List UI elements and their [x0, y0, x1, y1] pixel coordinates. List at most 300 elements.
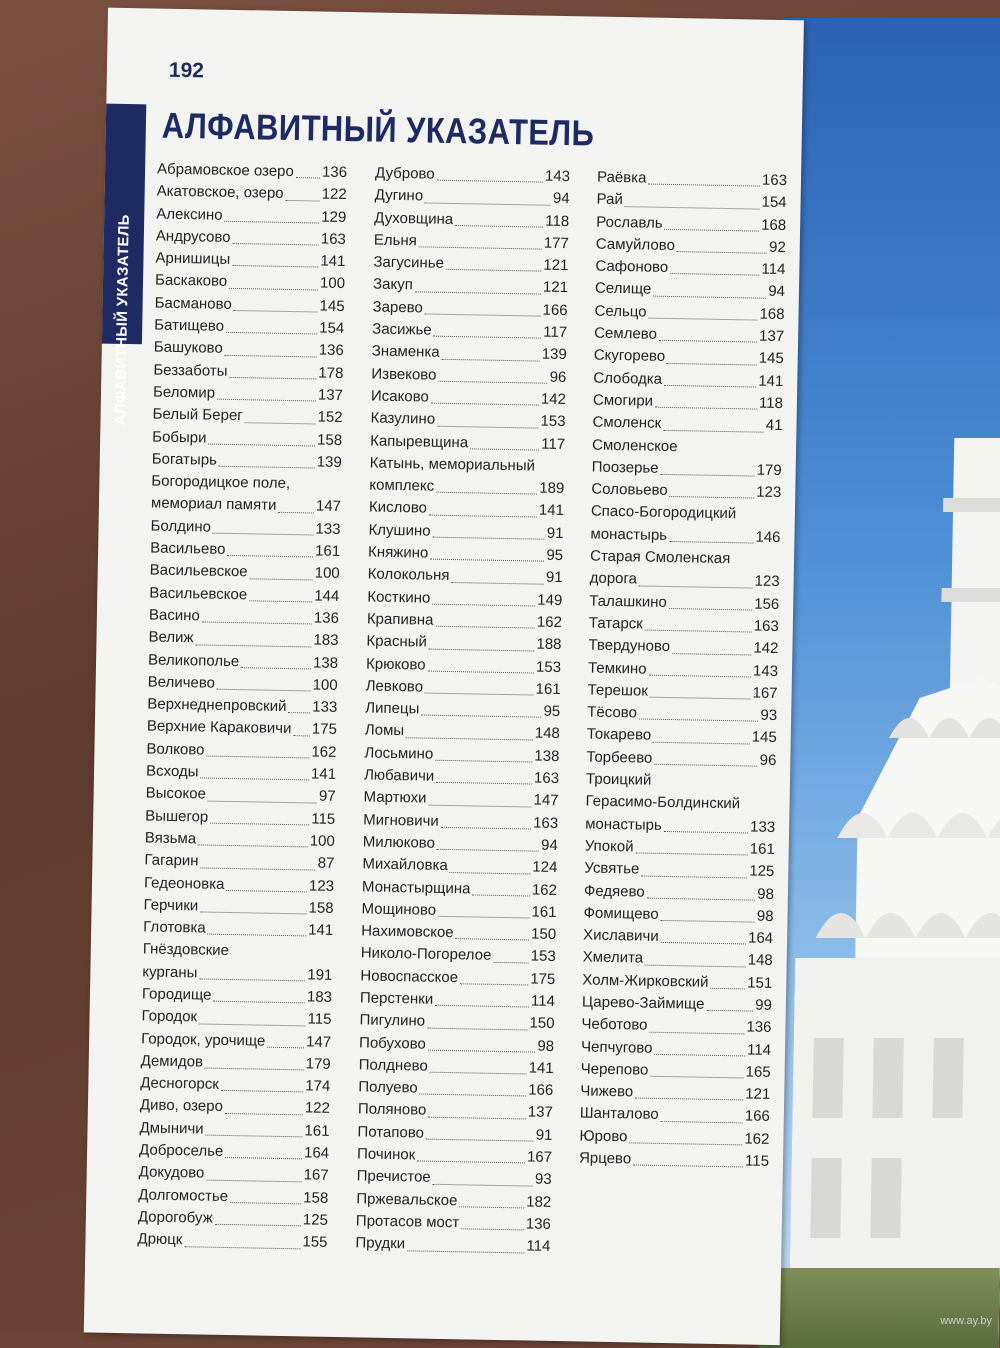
index-entry: [592, 434, 783, 482]
index-entry-page: 91: [545, 569, 563, 587]
index-entry-name: Доброселье: [138, 1141, 224, 1160]
index-entry-page: 174: [305, 1077, 331, 1096]
index-entry-page: 115: [307, 1010, 332, 1029]
dot-leader: [670, 496, 755, 499]
index-entry-name: Гагарин: [144, 851, 199, 870]
dot-leader: [667, 363, 757, 366]
index-entry-page: 163: [320, 230, 347, 248]
page-title: АЛФАВИТНЫЙ УКАЗАТЕЛЬ: [161, 104, 595, 154]
dot-leader: [451, 582, 544, 585]
index-entry: [579, 1148, 769, 1174]
index-entry-page: 94: [768, 283, 786, 301]
dot-leader: [641, 875, 747, 878]
dot-leader: [249, 600, 312, 602]
index-entry-page: 155: [302, 1233, 328, 1252]
index-entry-page: 136: [321, 163, 348, 182]
index-entry-page: 143: [544, 167, 571, 186]
dot-leader: [650, 697, 751, 700]
index-entry-page: 162: [531, 881, 558, 899]
index-entry-name: Болдино: [150, 517, 212, 536]
index-entry-name: Капыревщина: [370, 432, 469, 451]
index-entry-page: 124: [532, 858, 558, 877]
index-entry-name: Хиславичи: [582, 926, 659, 945]
dot-leader: [436, 492, 537, 495]
index-entry-page: 95: [546, 546, 564, 565]
dot-leader: [650, 1076, 743, 1079]
index-entry-page: 94: [552, 190, 570, 208]
index-entry-name: монастырь: [590, 525, 668, 544]
index-entry-name: Докудово: [138, 1163, 205, 1182]
index-entry-name: Торбеево: [586, 748, 653, 767]
index-entry-page: 150: [529, 1014, 555, 1033]
dot-leader: [426, 1139, 534, 1142]
index-entry-first-line: Старая Смоленская: [589, 547, 731, 568]
index-entry-page: 163: [753, 617, 779, 635]
dot-leader: [421, 715, 541, 718]
dot-leader: [428, 1050, 536, 1053]
index-entry-name: Чепчугово: [580, 1038, 653, 1057]
dot-leader: [230, 1202, 301, 1204]
dot-leader: [672, 653, 751, 655]
index-entry-page: 147: [315, 497, 342, 516]
dot-leader: [432, 604, 535, 607]
index-entry-name: Хмелита: [582, 948, 644, 967]
dot-leader: [437, 849, 539, 852]
index-entry-page: 133: [749, 818, 776, 836]
dot-leader: [296, 177, 320, 178]
dot-leader: [217, 689, 311, 692]
index-entry-name: Долгомостье: [138, 1186, 229, 1205]
index-entry-name: Пржевальское: [356, 1190, 458, 1209]
dot-leader: [234, 310, 318, 313]
index-entry-page: 100: [309, 832, 335, 850]
dot-leader: [425, 693, 534, 696]
index-entry-name: Левково: [365, 677, 424, 696]
index-entry-page: 98: [537, 1037, 555, 1055]
dot-leader: [429, 648, 535, 651]
index-entry-name: Высокое: [145, 784, 207, 803]
index-entry-name: Княжино: [367, 543, 429, 562]
dot-leader: [415, 291, 541, 294]
index-entry-name: Семлево: [594, 324, 658, 343]
dot-leader: [670, 273, 759, 276]
dot-leader: [217, 399, 316, 402]
index-entry-page: 115: [311, 810, 336, 828]
index-entry-page: 91: [535, 1126, 553, 1144]
index-entry: [369, 452, 565, 500]
index-entry-name: Духовщина: [374, 209, 454, 228]
index-entry-name: Васильевское: [149, 584, 248, 603]
index-entry-page: 117: [541, 435, 566, 453]
index-entry-name: Холм-Жирковский: [582, 971, 709, 991]
dot-leader: [420, 1094, 527, 1097]
index-entry-name: Гедеоновка: [143, 873, 225, 893]
index-entry-page: 191: [307, 966, 333, 984]
dot-leader: [455, 939, 529, 941]
index-entry-page: 178: [318, 364, 344, 382]
dot-leader: [219, 466, 315, 469]
dot-leader: [665, 229, 759, 232]
dot-leader: [232, 243, 318, 246]
dot-leader: [227, 555, 313, 558]
index-entry-name: Бобыри: [152, 428, 207, 447]
index-entry-page: 153: [530, 947, 556, 966]
index-entry-page: 163: [761, 171, 788, 190]
index-entry-name: Акатовское, озеро: [156, 182, 284, 203]
index-entry-name: Федяево: [583, 881, 645, 901]
dot-leader: [199, 978, 305, 981]
dot-leader: [438, 916, 529, 919]
index-entry-first-line: Богородицкое поле,: [151, 472, 291, 493]
index-entry-page: 41: [765, 417, 783, 435]
dot-leader: [206, 1179, 301, 1182]
dot-leader: [435, 760, 532, 763]
index-entry-page: 136: [525, 1215, 551, 1233]
dot-leader: [427, 1027, 527, 1030]
index-entry-name: Верхнеднепровский: [147, 695, 287, 716]
dot-leader: [639, 585, 753, 588]
index-entry-page: 162: [311, 743, 337, 761]
index-entry-name: Батищево: [154, 316, 225, 335]
dot-leader: [224, 221, 319, 224]
index-entry-page: 125: [749, 862, 775, 881]
dot-leader: [655, 407, 757, 410]
index-entry-page: 145: [758, 349, 784, 368]
dot-leader: [625, 206, 760, 209]
index-entry-page: 151: [747, 974, 773, 992]
index-entry-first-line: Спасо-Богородицкий: [590, 503, 737, 523]
dot-leader: [430, 1072, 527, 1075]
index-entry-name: Смогири: [592, 391, 654, 410]
dot-leader: [208, 800, 317, 803]
index-entry-page: 152: [317, 408, 343, 427]
index-entry-name: Васино: [148, 606, 200, 625]
index-entry-page: 189: [539, 479, 565, 498]
index-entry-first-line: Гнёздовские: [142, 940, 230, 960]
dot-leader: [659, 340, 757, 343]
index-entry-page: 97: [318, 787, 336, 806]
index-entry-page: 166: [744, 1107, 770, 1126]
dot-leader: [653, 295, 766, 298]
index-entry-name: Тёсово: [587, 703, 638, 722]
index-entry-page: 158: [308, 899, 334, 917]
dot-leader: [195, 644, 311, 647]
grass: [758, 1268, 999, 1348]
dot-leader: [434, 336, 542, 339]
index-entry-page: 145: [319, 297, 345, 315]
index-entry-page: 179: [756, 461, 782, 479]
index-entry-name: Мощиново: [361, 900, 437, 919]
index-entry-name: Мигновичи: [363, 811, 439, 830]
index-entry-name: Токарево: [586, 725, 652, 745]
index-entry-name: Талашкино: [589, 592, 667, 611]
index-entry-name: Белый Берег: [152, 405, 243, 425]
index-entry-page: 139: [541, 346, 567, 364]
dot-leader: [202, 622, 312, 625]
index-entry-name: Вышегор: [145, 807, 209, 826]
dot-leader: [455, 225, 543, 228]
index-entry-page: 133: [312, 698, 338, 717]
index-entry-name: Великополье: [147, 650, 240, 670]
dot-leader: [428, 804, 531, 807]
dot-leader: [441, 827, 531, 830]
index-entry-page: 138: [534, 747, 560, 765]
index-entry-name: монастырь: [585, 815, 662, 834]
index-entry-name: Нахимовское: [361, 922, 454, 942]
dot-leader: [436, 782, 532, 785]
index-entry-page: 100: [319, 275, 346, 293]
dot-leader: [198, 845, 308, 848]
index-entry-name: Соловьево: [591, 480, 668, 500]
side-tab-label: АЛФАВИТНЫЙ УКАЗАТЕЛЬ: [111, 214, 133, 426]
dot-leader: [635, 853, 747, 856]
index-entry-name: Десногорск: [140, 1074, 220, 1094]
dot-leader: [427, 670, 533, 673]
dot-leader: [706, 1010, 753, 1012]
index-entry-name: Васильево: [150, 539, 226, 558]
index-entry: [597, 167, 787, 193]
index-entry-page: 141: [310, 765, 337, 783]
index-entry-name: Богатырь: [151, 450, 218, 469]
index-entry-name: Дрюцк: [137, 1230, 183, 1249]
dot-leader: [460, 983, 528, 985]
index-entry-page: 145: [751, 728, 777, 747]
index-entry-page: 183: [313, 631, 339, 650]
index-entry-name: Смоленск: [592, 413, 662, 433]
page-number: 192: [168, 58, 205, 83]
index-entry-name: Закуп: [372, 276, 413, 294]
index-entry-name: Темкино: [587, 659, 647, 678]
index-entry-page: 148: [747, 951, 773, 970]
index-entry-name: Побухово: [358, 1033, 426, 1053]
dot-leader: [435, 1005, 529, 1008]
index-entry-name: Казулино: [370, 409, 436, 428]
index-column-3: [579, 167, 787, 1174]
index-entry-name: Поляново: [357, 1100, 427, 1120]
index-entry-name: Милюково: [362, 833, 436, 852]
index-entry-name: Волково: [146, 740, 205, 759]
index-entry-page: 162: [536, 613, 563, 631]
dot-leader: [205, 1068, 304, 1071]
index-entry-page: 136: [313, 609, 340, 627]
dot-leader: [200, 912, 306, 915]
index-entry: [585, 769, 776, 839]
index-entry-name: Татарск: [588, 614, 643, 633]
index-entry-page: 161: [535, 680, 561, 698]
index-entry-name: Терешок: [587, 681, 649, 700]
dot-leader: [225, 1157, 302, 1159]
index-entry-name: Диво, озеро: [139, 1096, 224, 1116]
index-entry-name: Рославль: [596, 213, 663, 232]
index-entry-name: Вязьма: [144, 829, 197, 848]
dot-leader: [649, 1031, 744, 1034]
index-entry-name: Царево-Займище: [581, 993, 705, 1013]
index-entry-name: Самуйлово: [595, 235, 676, 254]
index-entry-page: 93: [760, 706, 778, 725]
index-entry-name: Пигулино: [359, 1011, 426, 1030]
index-entry: [355, 1233, 550, 1259]
index-entry-page: 121: [542, 279, 569, 297]
dot-leader: [459, 1206, 524, 1208]
dot-leader: [213, 533, 314, 536]
index-entry-name: Городок: [141, 1007, 198, 1026]
dot-leader: [200, 778, 309, 781]
index-entry-page: 182: [526, 1193, 552, 1211]
dot-leader: [450, 872, 531, 874]
index-entry-page: 115: [744, 1152, 770, 1170]
index-entry-name: Липецы: [365, 699, 420, 718]
dot-leader: [461, 1229, 524, 1231]
index-entry: [142, 939, 333, 987]
index-entry-page: 100: [314, 564, 340, 583]
index-entry-name: Николо-Погорелое: [360, 944, 492, 965]
dot-leader: [225, 1113, 303, 1115]
index-entry-page: 175: [530, 970, 556, 988]
dot-leader: [267, 1047, 304, 1049]
index-entry-page: 161: [314, 542, 341, 561]
index-entry-page: 118: [545, 212, 570, 230]
index-entry-page: 166: [542, 301, 568, 319]
index-entry-name: Колокольня: [367, 565, 450, 585]
index-entry-page: 138: [312, 654, 339, 672]
index-entry-name: Демидов: [140, 1052, 204, 1071]
dot-leader: [664, 385, 756, 388]
index-entry-page: 100: [312, 676, 338, 694]
index-entry-name: Лосьмино: [364, 744, 434, 763]
index-entry-first-line: Катынь, мемориальный: [369, 454, 536, 475]
index-entry-page: 163: [533, 769, 560, 788]
index-entry-name: Слободка: [593, 369, 663, 388]
index-entry-name: Упокой: [584, 837, 634, 856]
white-church-illustration: [788, 438, 1000, 1348]
index-entry-name: Васильевское: [149, 561, 248, 581]
index-entry-name: Ярцево: [578, 1149, 632, 1168]
index-entry-page: 91: [546, 524, 564, 542]
dot-leader: [437, 425, 538, 428]
index-entry-first-line: Герасимо-Болдинский: [585, 792, 741, 813]
dot-leader: [208, 934, 307, 937]
dot-leader: [446, 269, 541, 272]
index-entry-page: 137: [758, 327, 785, 346]
index-entry-name: Чеботово: [581, 1015, 648, 1034]
index-entry-page: 153: [540, 412, 566, 431]
dot-leader: [425, 202, 551, 205]
index-entry-page: 161: [304, 1122, 330, 1140]
index-entry-name: Дмыничи: [139, 1119, 204, 1138]
index-entry-page: 166: [528, 1081, 554, 1100]
index-entry-page: 118: [758, 394, 784, 413]
index-entry-name: Исаково: [370, 387, 429, 406]
dot-leader: [648, 674, 750, 677]
dot-leader: [663, 429, 764, 432]
dot-leader: [417, 1161, 525, 1164]
index-entry-page: 123: [754, 572, 780, 591]
index-entry-page: 177: [543, 234, 569, 252]
dot-leader: [629, 1142, 742, 1145]
index-entry-name: Сафоново: [595, 257, 669, 277]
dot-leader: [432, 537, 544, 540]
index-entry-name: Верхние Караковичи: [146, 717, 292, 738]
index-entry-name: Полднево: [358, 1056, 428, 1075]
index-entry-page: 114: [530, 992, 556, 1010]
index-entry-page: 96: [759, 751, 777, 769]
dot-leader: [645, 964, 746, 967]
dot-leader: [493, 962, 528, 964]
index-entry-page: 141: [308, 921, 334, 939]
dot-leader: [249, 578, 312, 580]
index-entry-name: Дугино: [374, 186, 424, 205]
index-entry: [590, 501, 781, 549]
index-entry-page: 167: [526, 1148, 553, 1167]
index-entry-page: 167: [752, 684, 778, 702]
dot-leader: [639, 719, 759, 722]
index-entry-page: 158: [303, 1189, 329, 1207]
index-entry-name: Починок: [356, 1145, 416, 1164]
dot-leader: [406, 737, 533, 740]
index-entry-name: Чижево: [580, 1082, 634, 1101]
index-entry: [151, 471, 342, 519]
index-entry-name: мемориал памяти: [150, 494, 277, 515]
dot-leader: [472, 894, 529, 896]
index-entry-page: 122: [321, 185, 347, 204]
index-entry-name: Пречистое: [356, 1167, 431, 1187]
index-entry-name: Любавичи: [363, 766, 435, 785]
index-entry: [589, 546, 780, 594]
dot-leader: [647, 897, 756, 900]
index-entry-name: Кислово: [368, 498, 428, 518]
index-entry-name: Рай: [596, 190, 624, 209]
index-entry-name: Башуково: [153, 338, 223, 358]
index-entry-name: Михайловка: [362, 855, 448, 875]
index-entry-page: 149: [537, 591, 563, 609]
index-entry-page: 114: [746, 1041, 772, 1059]
index-entry-page: 167: [303, 1166, 329, 1185]
index-entry-name: Герчики: [143, 896, 199, 915]
dot-leader: [245, 422, 316, 424]
dot-leader: [435, 626, 534, 629]
index-entry-page: 144: [314, 587, 340, 605]
index-entry-name: Дорогобуж: [137, 1208, 213, 1227]
index-entry-page: 164: [303, 1144, 330, 1162]
index-entry-page: 94: [540, 836, 558, 854]
index-column-1: [137, 159, 347, 1255]
index-entry-name: Ельня: [373, 231, 417, 250]
index-entry-page: 158: [316, 431, 343, 449]
index-entry-page: 142: [753, 639, 779, 658]
index-entry-page: 123: [756, 483, 782, 502]
dot-leader: [288, 712, 310, 713]
index-entry-page: 99: [755, 996, 773, 1014]
index-entry-name: Скугорево: [593, 346, 666, 366]
index-entry-name: Черепово: [580, 1060, 649, 1079]
index-entry-page: 98: [757, 885, 775, 903]
index-entry-page: 146: [755, 528, 781, 546]
dot-leader: [633, 1165, 743, 1168]
dot-leader: [648, 318, 757, 321]
index-entry-name: Усвятье: [584, 859, 640, 878]
index-entry-name: Беломир: [152, 383, 216, 402]
index-entry-page: 87: [317, 854, 335, 873]
index-entry-name: Крюково: [365, 654, 426, 674]
index-entry-page: 136: [318, 341, 344, 360]
index-column-2: [355, 163, 570, 1259]
index-entry-name: Крапивна: [366, 610, 434, 629]
dot-leader: [425, 314, 541, 317]
index-entry-page: 141: [758, 372, 784, 390]
dot-leader: [470, 448, 539, 450]
index-entry-page: 150: [530, 925, 557, 944]
index-entry-name: Монастырщина: [361, 877, 471, 897]
